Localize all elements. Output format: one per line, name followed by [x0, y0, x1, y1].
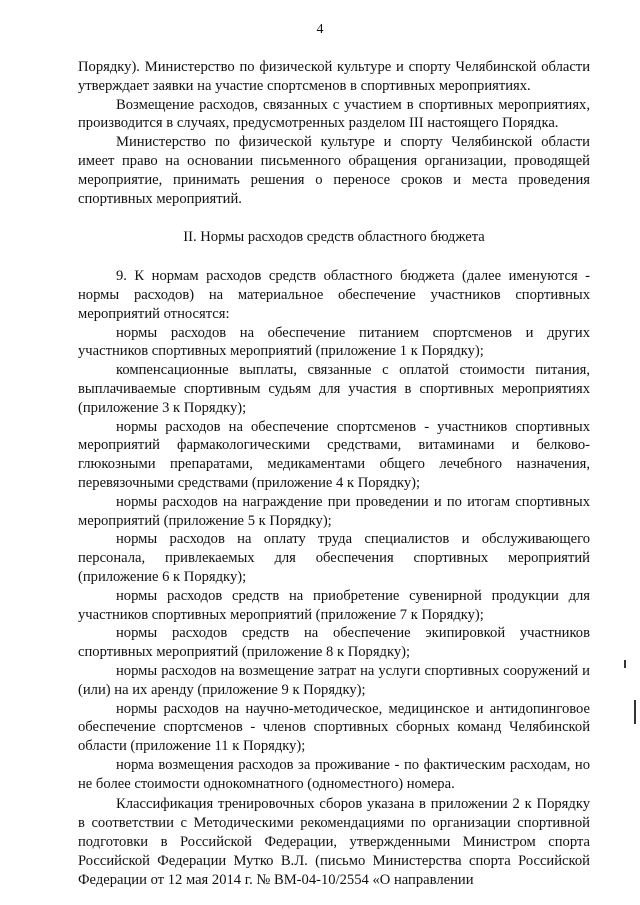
- norm-item-judges-compensation: компенсационные выплаты, связанные с оплатой стоимости питания, выплачиваемые спортивным судьям для участия в спортивных мероприятиях (приложение 3 к Порядку);: [78, 362, 590, 416]
- norm-item-food: нормы расходов на обеспечение питанием спортсменов и других участников спортивных мероприятий (приложение 1 к Порядку);: [78, 324, 590, 360]
- norm-item-equipment: нормы расходов средств на обеспечение экипировкой участников спортивных мероприятий (приложение 8 к Порядку);: [78, 625, 590, 661]
- section-paragraph-1: 9. К нормам расходов средств областного бюджета (далее именуются - нормы расходов) на материальное обеспечение участников спортивных мероприятий относятся:: [78, 268, 590, 322]
- intro-paragraph-3: Министерство по физической культуре и спорту Челябинской области имеет право на основании письменного обращения организации, проводящей мероприятие, принимать решения о переносе сроков и места проведения спортивных мероприятий.: [78, 134, 590, 207]
- norm-item-facilities: нормы расходов на возмещение затрат на услуги спортивных сооружений и (или) на их аренду (приложение 9 к Порядку);: [78, 662, 590, 698]
- classification-paragraph: Классификация тренировочных сборов указана в приложении 2 к Порядку в соответствии с Методическими рекомендациями по организации спортивной подготовки в Российской Федерации, утвержденными Министром спорта Российской Федерации Мутко В.Л. (письмо Министерства спорта Российской Федерации от 12 мая 2014 г. № ВМ-04-10/2554 «О направлении: [78, 796, 590, 888]
- norm-item-scientific-medical: нормы расходов на научно-методическое, медицинское и антидопинговое обеспечение спортсменов - членов спортивных сборных команд Челябинской области (приложение 11 к Порядку);: [78, 700, 590, 755]
- page-number: 4: [316, 22, 324, 37]
- norm-item-pharmacology: нормы расходов на обеспечение спортсменов - участников спортивных мероприятий фармакологическими средствами, витаминами и белково-глюкозными препаратами, медикаментами общего лечебного назначения, перевязочными средствами (приложение 4 к Порядку);: [78, 418, 590, 491]
- scan-edge-mark-2: [634, 700, 636, 724]
- intro-paragraph-2: Возмещение расходов, связанных с участием в спортивных мероприятиях, производится в случаях, предусмотренных разделом III настоящего Порядка.: [78, 96, 590, 132]
- norm-item-accommodation: норма возмещения расходов за проживание - по фактическим расходам, но не более стоимости однокомнатного (одноместного) номера.: [78, 756, 590, 792]
- section-heading: II. Нормы расходов средств областного бюджета: [183, 229, 485, 246]
- document-body: [78, 58, 590, 889]
- intro-paragraph-1: Порядку). Министерство по физической культуре и спорту Челябинской области утверждает заявки на участие спортсменов в спортивных мероприятиях.: [78, 59, 590, 94]
- scan-edge-mark-1: [624, 660, 626, 668]
- norm-item-staff-pay: нормы расходов на оплату труда специалистов и обслуживающего персонала, привлекаемых для обеспечения спортивных мероприятий (приложение 6 к Порядку);: [78, 531, 590, 585]
- norm-item-awards: нормы расходов на награждение при проведении и по итогам спортивных мероприятий (приложение 5 к Порядку);: [78, 493, 590, 529]
- norm-item-souvenirs: нормы расходов средств на приобретение сувенирной продукции для участников спортивных мероприятий (приложение 7 к Порядку);: [78, 587, 590, 623]
